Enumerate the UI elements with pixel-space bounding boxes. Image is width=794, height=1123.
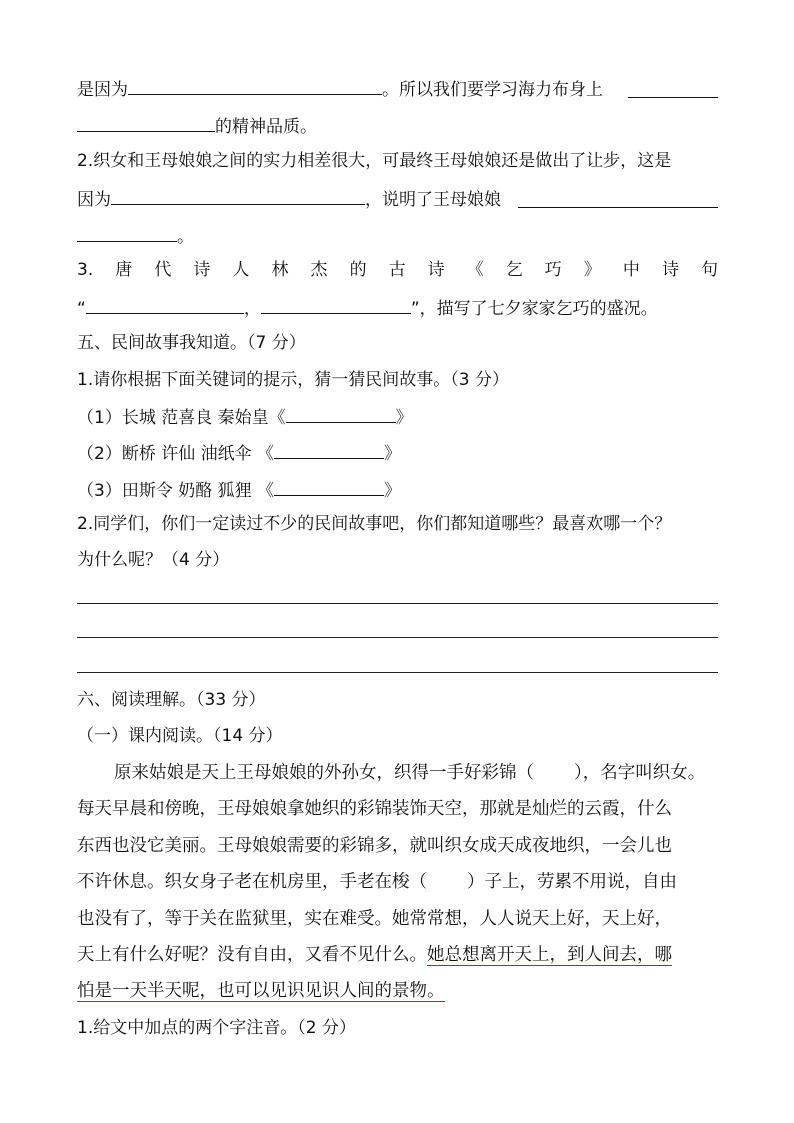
text: 的精神品质。: [215, 117, 317, 137]
char: 林: [271, 260, 289, 280]
answer-blank[interactable]: [86, 295, 244, 314]
text: 。: [177, 227, 194, 247]
section-6-sub: （一）课内阅读。（14 分）: [77, 726, 283, 746]
answer-blank[interactable]: [77, 113, 215, 132]
text: 天上有什么好呢？没有自由，又看不见什么。: [77, 945, 427, 965]
text: ）子上，劳累不用说，自由: [467, 872, 677, 892]
text: 原来姑娘是天上王母娘娘的外孙女，织得一手好彩锦（: [114, 763, 534, 783]
answer-blank[interactable]: [518, 207, 718, 208]
answer-blank[interactable]: [286, 404, 396, 423]
char: 巧: [544, 260, 562, 280]
text: ，说明了王母娘娘: [365, 190, 501, 210]
passage-line: [114, 761, 718, 785]
text: 》: [384, 481, 402, 501]
text: ，: [243, 299, 261, 319]
passage-line: 也没有了，等于关在监狱里，实在难受。她常常想，人人说天上好，天上好，: [77, 909, 672, 929]
text: 》: [395, 408, 413, 428]
section-5-q1: 1.请你根据下面关键词的提示，猜一猜民间故事。（3 分）: [77, 370, 509, 390]
answer-blank[interactable]: [77, 223, 177, 242]
char: 中: [622, 260, 640, 280]
q4-q2-line-2: [77, 186, 718, 212]
section-5-item: [77, 477, 718, 503]
answer-line[interactable]: [77, 637, 718, 638]
char: 诗: [427, 260, 445, 280]
answer-blank[interactable]: [274, 477, 384, 496]
char: 人: [232, 260, 250, 280]
q4-q2-line-1: [77, 149, 718, 173]
answer-blank[interactable]: [128, 76, 382, 95]
answer-blank[interactable]: [261, 295, 411, 314]
char: 诗: [193, 260, 211, 280]
item-label: （1）长城 范喜良 秦始皇《: [77, 408, 286, 428]
char: 杰: [310, 260, 328, 280]
char: 句: [700, 260, 718, 280]
section-5-title: 五、民间故事我知道。（7 分）: [77, 333, 306, 353]
char: 《: [466, 260, 484, 280]
q4-line-2: [77, 113, 718, 139]
text: 不许休息。织女身子老在机房里，手老在梭（: [77, 872, 427, 892]
item-label: （3）田斯令 奶酪 狐狸 《: [77, 481, 275, 501]
char: 3.: [77, 260, 94, 280]
text: ），名字叫织女。: [574, 763, 706, 783]
section-6-q1: 1.给文中加点的两个字注音。（2 分）: [77, 1018, 356, 1038]
item-label: （2）断桥 许仙 油纸伞 《: [77, 444, 275, 464]
q4-q3-line-2: [77, 295, 718, 321]
passage-line: [77, 870, 718, 894]
section-5-q2-line-1: 2.同学们，你们一定读过不少的民间故事吧，你们都知道哪些？最喜欢哪一个？: [77, 514, 672, 534]
section-6-title: 六、阅读理解。（33 分）: [77, 690, 266, 710]
text: 是因为: [77, 80, 128, 100]
answer-blank[interactable]: [628, 97, 718, 98]
underlined-sentence: 她总想离开天上，到人间去，哪: [427, 945, 672, 965]
answer-line[interactable]: [77, 603, 718, 604]
char: 的: [349, 260, 367, 280]
passage-line: 东西也没它美丽。王母娘娘需要的彩锦多，就叫织女成天成夜地织，一会儿也: [77, 836, 672, 856]
char: 》: [583, 260, 601, 280]
char: 乞: [505, 260, 523, 280]
text: 》: [384, 444, 402, 464]
text: 因为: [77, 190, 111, 210]
section-5-item: [77, 440, 718, 466]
underlined-sentence: 怕是一天半天呢，也可以见识见识人间的景物。: [77, 981, 445, 1001]
passage-line: 每天早晨和傍晚，王母娘娘拿她织的彩锦装饰天空，那就是灿烂的云霞，什么: [77, 799, 672, 819]
q4-line-1: [77, 76, 718, 102]
passage-line: [77, 943, 718, 967]
char: 诗: [661, 260, 679, 280]
answer-blank[interactable]: [274, 440, 384, 459]
section-5-q2-line-2: 为什么呢？（4 分）: [77, 550, 230, 570]
char: 唐: [115, 260, 133, 280]
q4-q3-line-1: [77, 258, 718, 282]
char: 代: [154, 260, 172, 280]
text: “: [77, 299, 86, 319]
answer-blank[interactable]: [111, 186, 365, 205]
section-5-item: [77, 404, 718, 430]
q4-q2-line-3: [77, 223, 718, 249]
answer-line[interactable]: [77, 672, 718, 673]
char: 古: [388, 260, 406, 280]
question-text: 2.织女和王母娘娘之间的实力相差很大，可最终王母娘娘还是做出了让步，这是: [77, 151, 672, 171]
text: 。所以我们要学习海力布身上: [382, 80, 603, 100]
passage-line: [77, 979, 718, 1003]
text: ”，描写了七夕家家乞巧的盛况。: [410, 299, 658, 319]
